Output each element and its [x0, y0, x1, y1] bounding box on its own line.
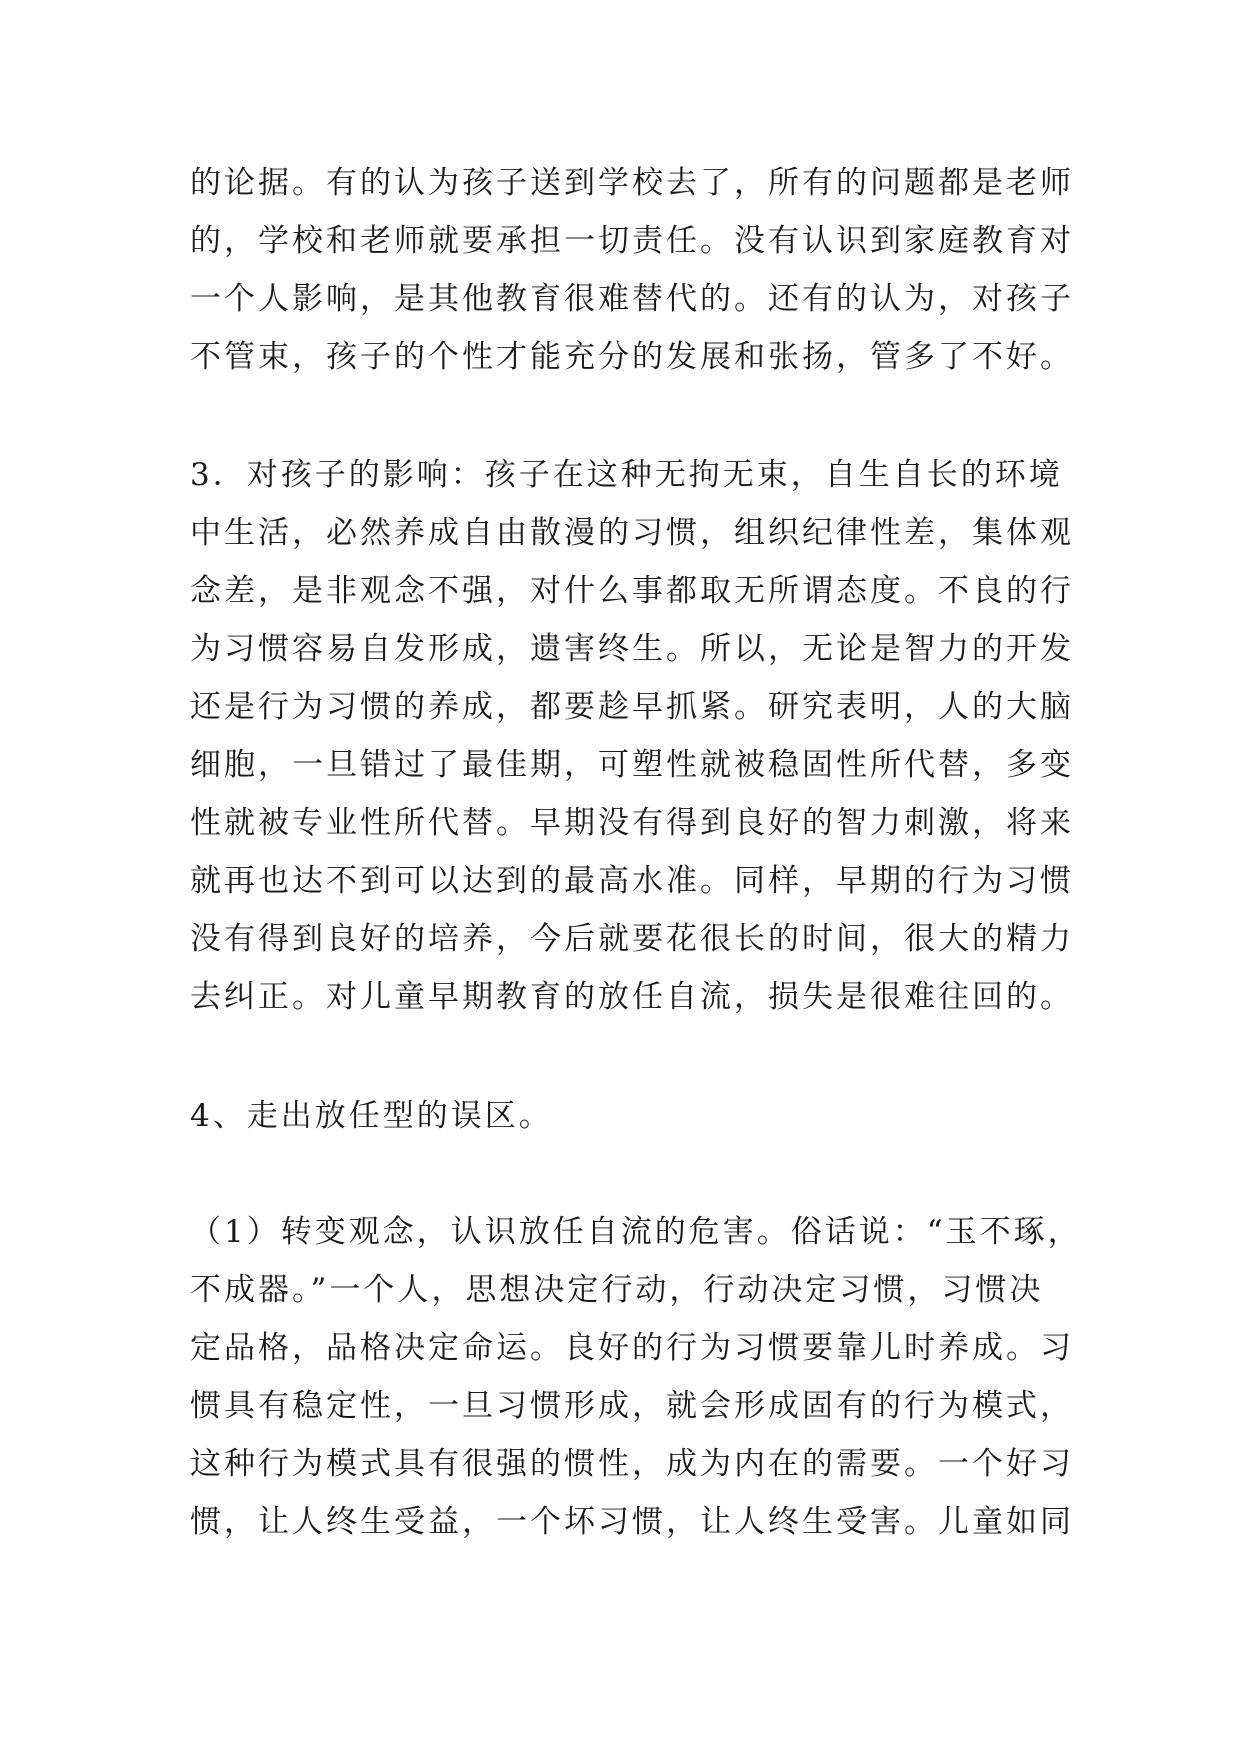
paragraph-4 — [190, 1203, 1082, 1551]
text-line: 这种行为模式具有很强的惯性，成为内在的需要。一个好习 — [190, 1446, 1074, 1482]
text-line: 没有得到良好的培养，今后就要花很长的时间，很大的精力 — [190, 921, 1074, 957]
text-line: 中生活，必然养成自由散漫的习惯，组织纪律性差，集体观 — [190, 515, 1074, 551]
text-line: 3．对孩子的影响：孩子在这种无拘无束，自生自长的环境 — [190, 457, 1063, 493]
text-line: 惯，让人终生受益，一个坏习惯，让人终生受害。儿童如同 — [190, 1504, 1074, 1540]
text-line: 4、走出放任型的误区。 — [190, 1098, 553, 1134]
text-line: 惯具有稳定性，一旦习惯形成，就会形成固有的行为模式， — [190, 1388, 1074, 1424]
section-heading — [190, 1087, 1070, 1145]
text-line: 不成器。”一个人，思想决定行动，行动决定习惯，习惯决 — [190, 1272, 1044, 1308]
text-line: 为习惯容易自发形成，遗害终生。所以，无论是智力的开发 — [190, 631, 1074, 667]
text-line: 一个人影响，是其他教育很难替代的。还有的认为，对孩子 — [190, 281, 1074, 317]
text-line: 不管束，孩子的个性才能充分的发展和张扬，管多了不好。 — [190, 339, 1074, 375]
text-line: 念差，是非观念不强，对什么事都取无所谓态度。不良的行 — [190, 573, 1074, 609]
text-line: 性就被专业性所代替。早期没有得到良好的智力刺激，将来 — [190, 805, 1074, 841]
text-line: 的，学校和老师就要承担一切责任。没有认识到家庭教育对 — [190, 223, 1074, 259]
paragraph-1 — [190, 154, 1074, 386]
text-line: 细胞，一旦错过了最佳期，可塑性就被稳固性所代替，多变 — [190, 747, 1074, 783]
text-line: 就再也达不到可以达到的最高水准。同样，早期的行为习惯 — [190, 863, 1074, 899]
text-line: 的论据。有的认为孩子送到学校去了，所有的问题都是老师 — [190, 165, 1074, 201]
paragraph-2 — [190, 446, 1074, 1026]
text-line: 还是行为习惯的养成，都要趁早抓紧。研究表明，人的大脑 — [190, 689, 1074, 725]
text-line: （1）转变观念，认识放任自流的危害。俗话说：“玉不琢， — [190, 1214, 1082, 1250]
text-line: 去纠正。对儿童早期教育的放任自流，损失是很难往回的。 — [190, 979, 1074, 1015]
text-line: 定品格，品格决定命运。良好的行为习惯要靠儿时养成。习 — [190, 1330, 1074, 1366]
